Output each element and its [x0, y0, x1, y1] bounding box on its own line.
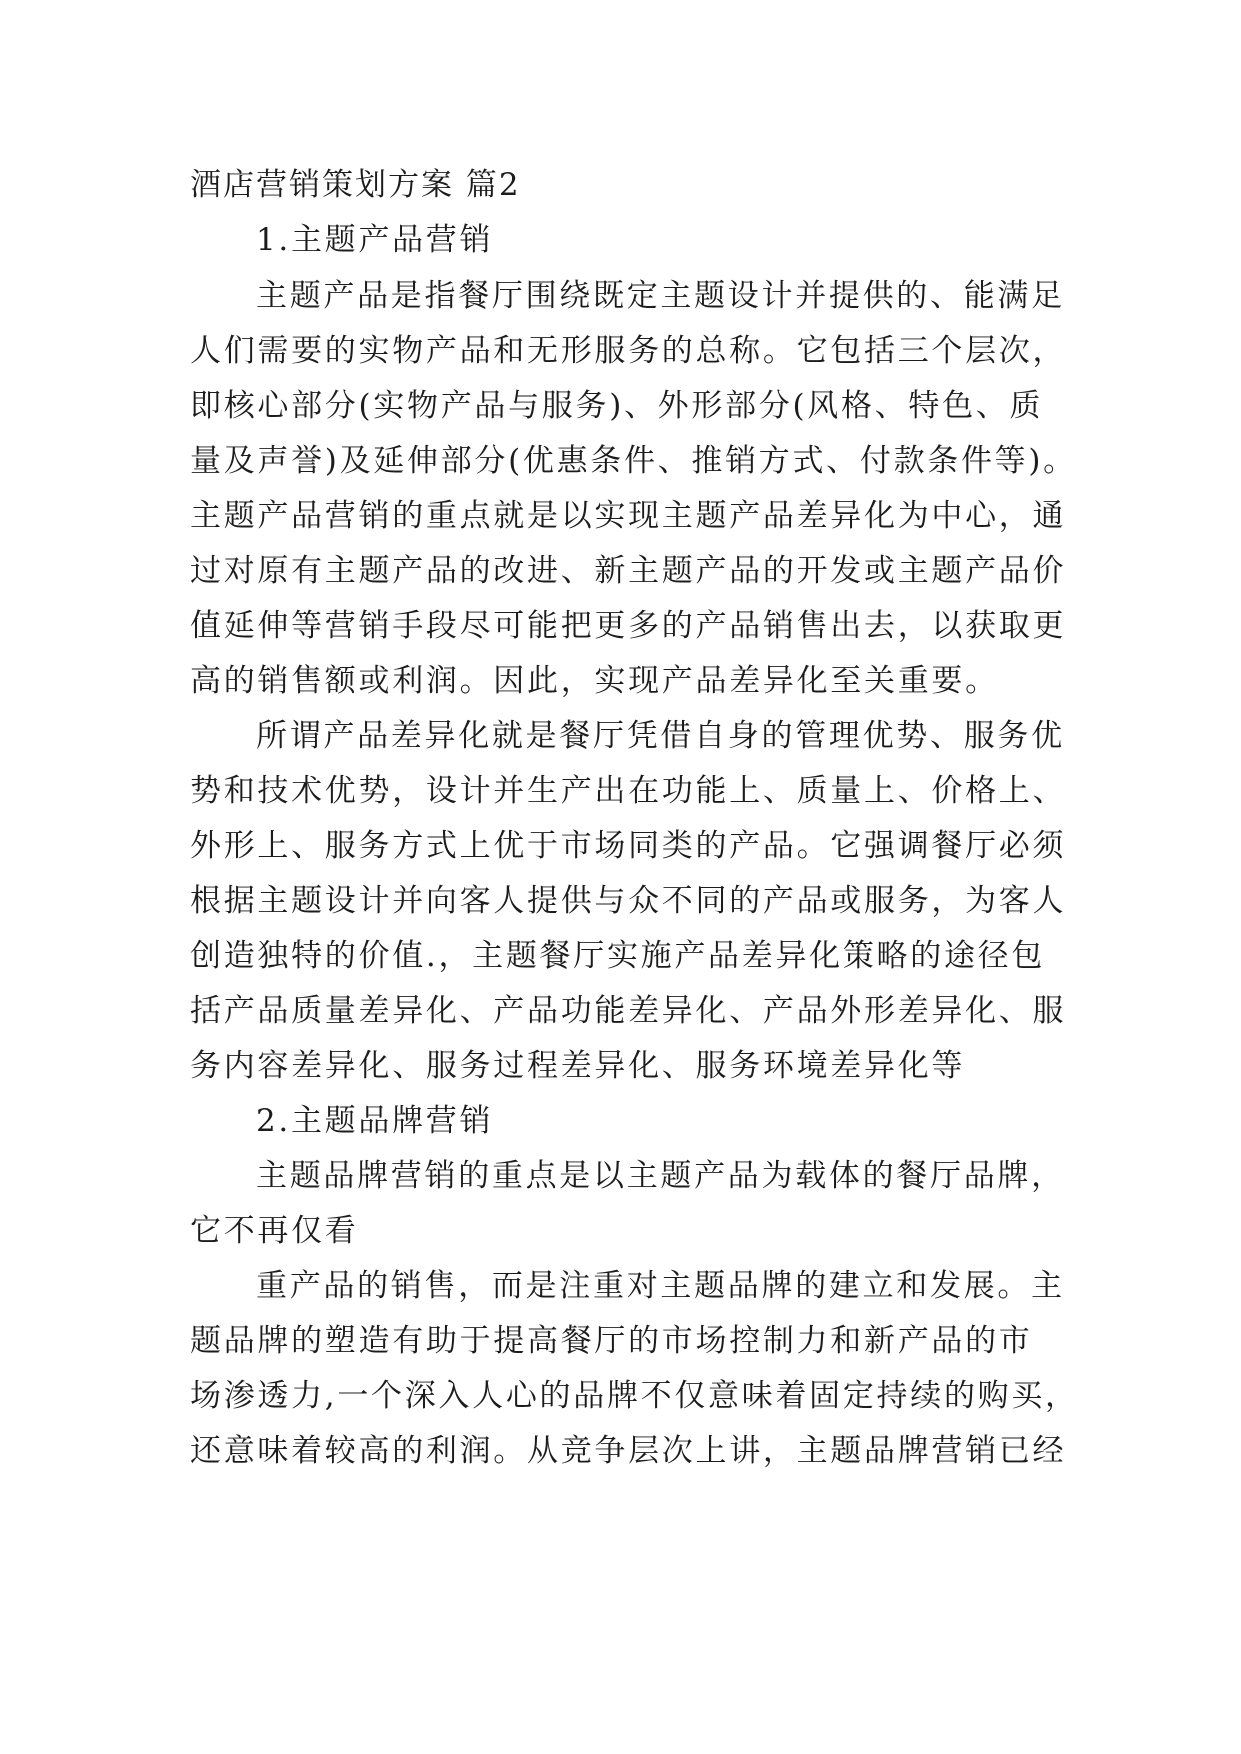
paragraph-line: 即核心部分(实物产品与服务)、外形部分(风格、特色、质: [190, 388, 1044, 424]
paragraph-line: 场渗透力,一个深入人心的品牌不仅意味着固定持续的购买，: [190, 1378, 1079, 1414]
paragraph-line: 值延伸等营销手段尽可能把更多的产品销售出去，以获取更: [190, 608, 1067, 644]
paragraph-line: 外形上、服务方式上优于市场同类的产品。它强调餐厅必须: [190, 828, 1067, 864]
paragraph-line: 人们需要的实物产品和无形服务的总称。它包括三个层次，: [190, 333, 1067, 369]
paragraph-line: 所谓产品差异化就是餐厅凭借自身的管理优势、服务优: [256, 718, 1065, 754]
paragraph-line: 高的销售额或利润。因此，实现产品差异化至关重要。: [190, 663, 999, 699]
paragraph-line: 括产品质量差异化、产品功能差异化、产品外形差异化、服: [190, 993, 1067, 1029]
paragraph-line: 务内容差异化、服务过程差异化、服务环境差异化等: [190, 1048, 966, 1084]
paragraph-line: 过对原有主题产品的改进、新主题产品的开发或主题产品价: [190, 553, 1067, 589]
paragraph-line: 重产品的销售，而是注重对主题品牌的建立和发展。主: [256, 1268, 1065, 1304]
paragraph-line: 创造独特的价值.，主题餐厅实施产品差异化策略的途径包: [190, 938, 1046, 974]
paragraph-line: 主题品牌营销的重点是以主题产品为载体的餐厅品牌，: [256, 1158, 1065, 1194]
section-heading: 1.主题产品营销: [256, 222, 494, 258]
paragraph-line: 量及声誉)及延伸部分(优惠条件、推销方式、付款条件等)。: [190, 443, 1077, 479]
document-title: 酒店营销策划方案 篇2: [190, 167, 521, 203]
paragraph-line: 主题产品营销的重点就是以实现主题产品差异化为中心，通: [190, 498, 1067, 534]
section-heading: 2.主题品牌营销: [256, 1103, 494, 1139]
paragraph-line: 题品牌的塑造有助于提高餐厅的市场控制力和新产品的市: [190, 1323, 1033, 1359]
paragraph-line: 它不再仅看: [190, 1213, 359, 1249]
paragraph-line: 根据主题设计并向客人提供与众不同的产品或服务，为客人: [190, 883, 1067, 919]
paragraph-line: 主题产品是指餐厅围绕既定主题设计并提供的、能满足: [256, 278, 1065, 314]
paragraph-line: 势和技术优势，设计并生产出在功能上、质量上、价格上、: [190, 773, 1067, 809]
paragraph-line: 还意味着较高的利润。从竞争层次上讲，主题品牌营销已经: [190, 1433, 1067, 1469]
